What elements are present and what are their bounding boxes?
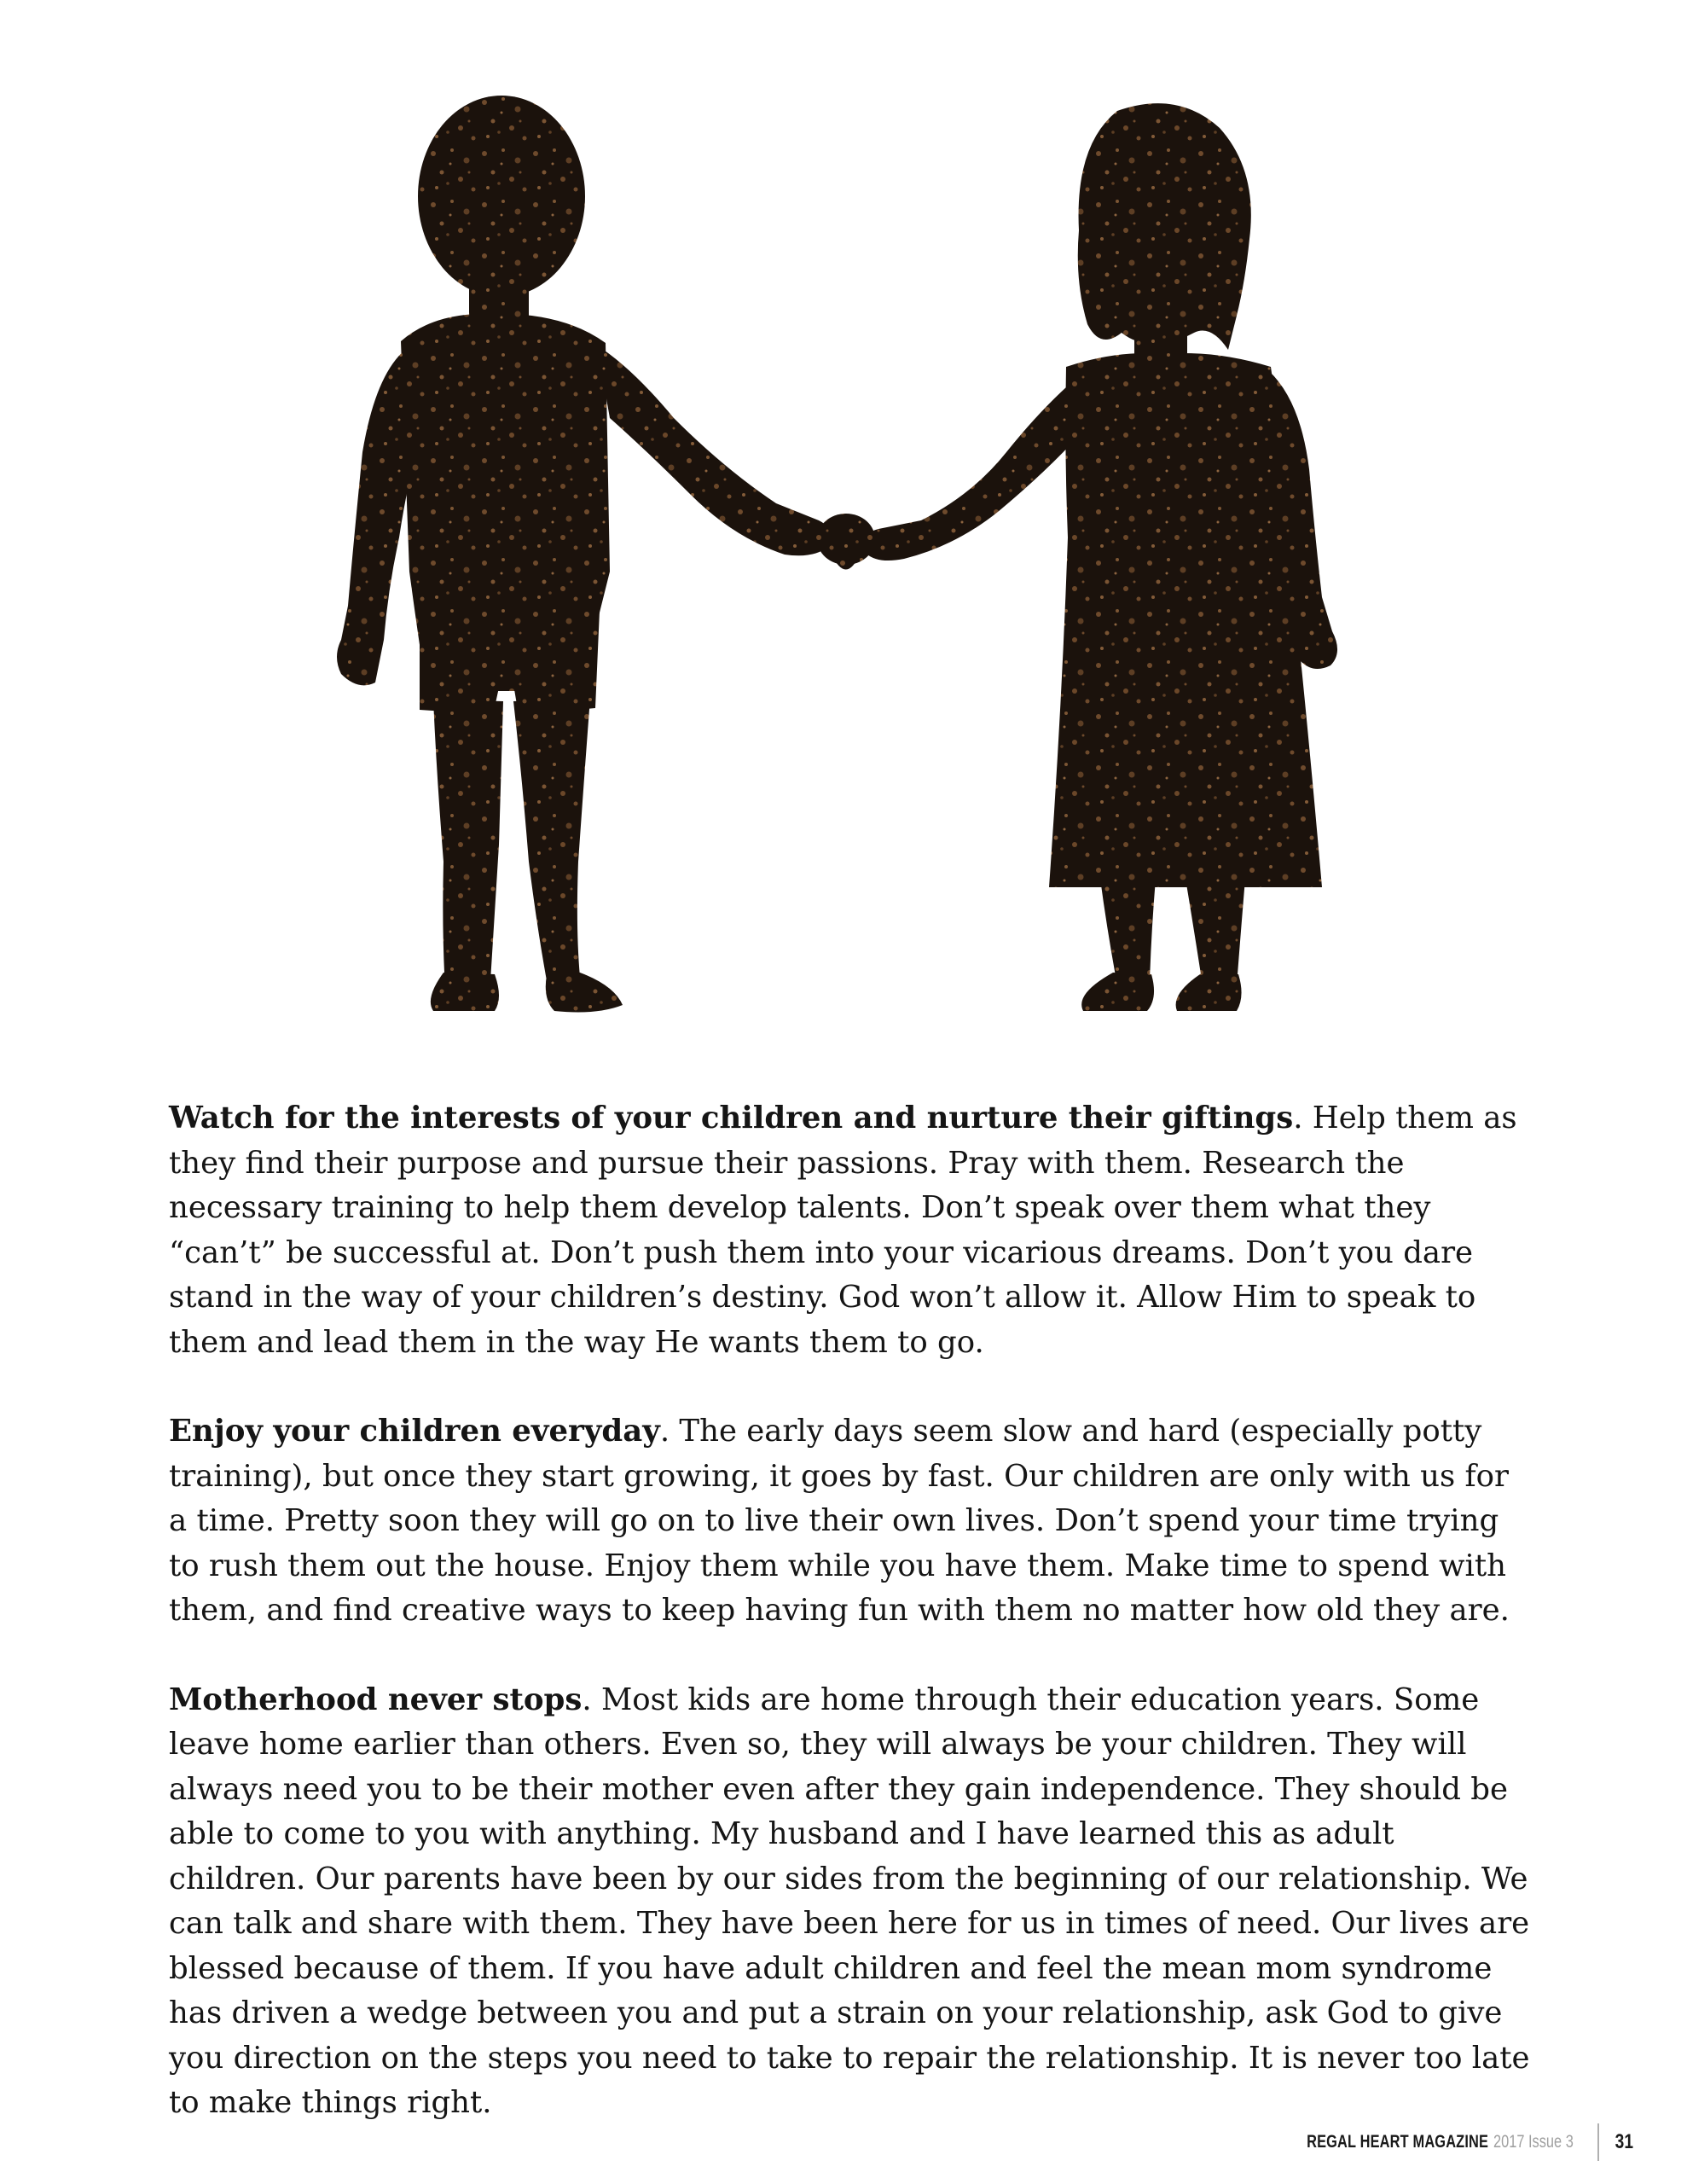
children-holding-hands-icon (324, 94, 1373, 1054)
paragraph-lead: Enjoy your children everyday (169, 1414, 660, 1449)
paragraph-motherhood (169, 1678, 1533, 2126)
children-silhouette-illustration (324, 94, 1373, 1054)
paragraph-lead: Watch for the interests of your children and nurture their giftings (169, 1101, 1294, 1136)
footer-divider (1597, 2123, 1599, 2161)
magazine-name: REGAL HEART MAGAZINE (1306, 2132, 1489, 2152)
article-body (169, 1096, 1533, 2170)
paragraph-enjoy (169, 1409, 1533, 1634)
paragraph-text: . Help them as they find their purpose and pursue their passions. Pray with them. Research the necessary training to help them develop talents. Don’t speak over them what they “can’t” be successful at. Don’t push them into your vicarious dreams. Don’t you dare stand in the way of your children’s destiny. God won’t allow it. Allow Him to speak to them and lead them in the way He wants them to go. (169, 1101, 1517, 1360)
issue-label: 2017 Issue 3 (1493, 2132, 1574, 2152)
page-footer (1255, 2121, 1636, 2164)
paragraph-text: . The early days seem slow and hard (especially potty training), but once they start growing, it goes by fast. Our children are only with us for a time. Pretty soon they will go on to live their own lives. Don’t spend your time trying to rush them out the house. Enjoy them while you have them. Make time to spend with them, and find creative ways to keep having fun with them no matter how old they are. (169, 1414, 1510, 1628)
paragraph-text: . Most kids are home through their education years. Some leave home earlier than others. Even so, they will always be your children. They will always need you to be their mother even after they gain independence. They should be able to come to you with anything. My husband and I have learned this as adult children. Our parents have been by our sides from the beginning of our relationship. We can talk and share with them. They have been here for us in times of need. Our lives are blessed because of them. If you have adult children and feel the mean mom syndrome has driven a wedge between you and put a strain on your relationship, ask God to give you direction on the steps you need to take to repair the relationship. It is never too late to make things right. (169, 1682, 1530, 2120)
page-number: 31 (1615, 2130, 1634, 2153)
paragraph-lead: Motherhood never stops (169, 1682, 583, 1717)
paragraph-interests (169, 1096, 1533, 1365)
